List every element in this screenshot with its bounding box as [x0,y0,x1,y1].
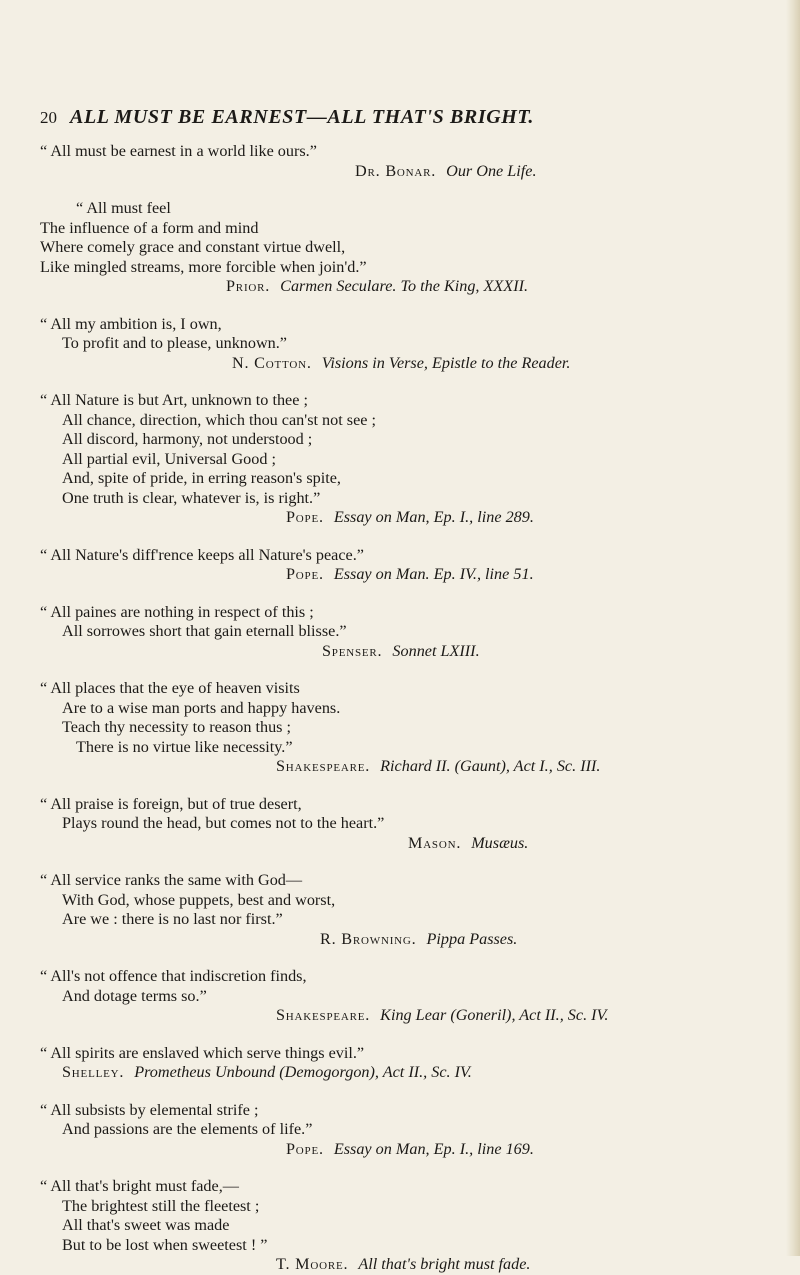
verse-line: “ All spirits are enslaved which serve things evil.” [40,1043,365,1062]
author-name: N. Cotton. [232,353,312,372]
verse-line: But to be lost when sweetest ! ” [62,1235,268,1254]
attribution [40,1140,740,1160]
work-title: Carmen Seculare. To the King, XXXII. [280,277,529,295]
work-title: Richard II. (Gaunt), Act I., Sc. III. [380,757,601,775]
verse-line: Like mingled streams, more forcible when join'd.” [40,257,367,276]
quotation [40,142,740,181]
verse-line: All that's sweet was made [62,1216,230,1234]
quotation [40,199,740,297]
quotation [40,603,740,662]
verse-line: The influence of a form and mind [40,218,259,237]
verse-line: “ All places that the eye of heaven visits [40,679,300,697]
verse-line: With God, whose puppets, best and worst, [62,890,336,909]
attribution [40,757,740,777]
verse-line: All discord, harmony, not understood ; [62,430,313,448]
verse-line: There is no virtue like necessity.” [76,737,293,756]
verse-line: The brightest still the fleetest ; [62,1196,260,1215]
verse-line: All partial evil, Universal Good ; [62,449,276,468]
author-name: Shakespeare. [276,1006,371,1024]
attribution [40,508,740,528]
quotation [40,391,740,528]
attribution [40,642,740,662]
verse-line: “ All must be earnest in a world like ours.” [40,142,317,160]
author-name: Pope. [286,565,324,583]
verse-line: “ All must feel [76,199,171,217]
work-title: Musæus. [471,833,529,852]
work-title: Essay on Man. Ep. IV., line 51. [333,565,534,583]
work-title: All that's bright must fade. [358,1255,531,1273]
author-name: T. Moore. [276,1255,349,1273]
work-title: Visions in Verse, Epistle to the Reader. [321,353,571,372]
verse-line: “ All subsists by elemental strife ; [40,1100,259,1119]
verse-line: Are to a wise man ports and happy havens. [62,698,341,717]
page-number: 20 [40,108,57,127]
verse-line: Teach thy necessity to reason thus ; [62,718,292,736]
quotation [40,1101,740,1160]
author-name: Spenser. [322,641,383,660]
verse-line: “ All Nature's diff'rence keeps all Nature's peace.” [40,545,364,564]
verse-line: “ All paines are nothing in respect of this ; [40,602,314,621]
verse-line: Plays round the head, but comes not to the heart.” [62,814,385,832]
work-title: Sonnet LXIII. [392,641,480,660]
quotation [40,871,740,949]
quotation [40,679,740,777]
verse-line: “ All Nature is but Art, unknown to thee ; [40,391,308,409]
attribution [40,930,740,950]
author-name: Pope. [286,1139,324,1158]
verse-line: Are we : there is no last nor first.” [62,910,283,928]
verse-line: “ All's not offence that indiscretion finds, [40,967,307,985]
work-title: Essay on Man, Ep. I., line 169. [333,1139,534,1158]
attribution [40,162,740,182]
author-name: R. Browning. [320,929,417,948]
attribution [40,834,740,854]
quotation [40,795,740,854]
work-title: King Lear (Goneril), Act II., Sc. IV. [380,1006,609,1024]
quotation [40,546,740,585]
work-title: Essay on Man, Ep. I., line 289. [333,508,534,526]
quotations-list [40,142,740,1275]
verse-line: “ All praise is foreign, but of true desert, [40,794,302,813]
author-name: Pope. [286,508,324,526]
verse-line: To profit and to please, unknown.” [62,334,287,352]
author-name: Shakespeare. [276,757,371,775]
quotation [40,967,740,1026]
attribution [40,1006,740,1026]
author-name: Shelley. [62,1063,125,1081]
attribution [40,354,740,374]
verse-line: Where comely grace and constant virtue dwell, [40,238,346,256]
work-title: Prometheus Unbound (Demogorgon), Act II., Sc. IV. [134,1063,472,1081]
verse-line: “ All service ranks the same with God— [40,871,303,889]
verse-line: “ All my ambition is, I own, [40,314,222,333]
attribution [40,1063,740,1083]
quotation [40,315,740,374]
verse-line: And passions are the elements of life.” [62,1120,313,1138]
attribution [40,1255,740,1275]
attribution [40,565,740,585]
verse-line: “ All that's bright must fade,— [40,1177,239,1195]
page-edge-shadow [786,0,800,1256]
verse-line: And, spite of pride, in erring reason's spite, [62,469,341,487]
work-title: Our One Life. [446,161,537,180]
running-head: ALL MUST BE EARNEST—ALL THAT'S BRIGHT. [70,106,535,128]
verse-line: All sorrowes short that gain eternall blisse.” [62,622,347,640]
quotation [40,1044,740,1083]
attribution [40,277,740,297]
author-name: Prior. [226,277,271,295]
verse-line: One truth is clear, whatever is, is right.” [62,488,321,507]
work-title: Pippa Passes. [426,929,518,948]
quotation [40,1177,740,1275]
verse-line: And dotage terms so.” [62,986,207,1005]
verse-line: All chance, direction, which thou can'st not see ; [62,410,376,429]
author-name: Mason. [408,833,462,852]
page-header [40,106,740,142]
book-page [40,106,740,1275]
author-name: Dr. Bonar. [355,161,437,180]
